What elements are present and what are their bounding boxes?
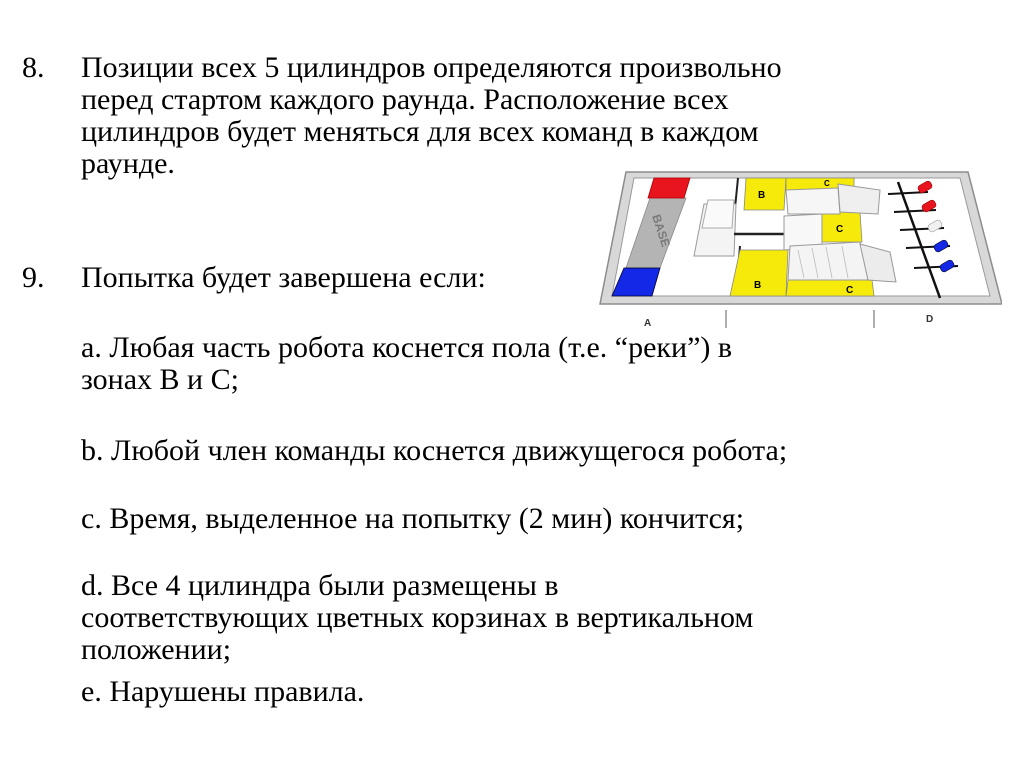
item-8-line-1: Позиции всех 5 цилиндров определяются произвольно: [81, 51, 782, 84]
item-9b: b. Любой член команды коснется движущегося робота;: [81, 434, 788, 467]
item-8-number: 8.: [22, 51, 45, 84]
item-9d-line-1: d. Все 4 цилиндра были размещены в: [81, 569, 559, 602]
item-9a: [81, 332, 732, 396]
item-9c: c. Время, выделенное на попытку (2 мин) кончится;: [81, 502, 745, 535]
item-8-line-3: цилиндров будет меняться для всех команд в каждом: [81, 115, 759, 148]
base-label: BASE: [649, 212, 673, 249]
item-9d: [81, 570, 753, 666]
zone-c-middle-label: C: [836, 224, 844, 235]
zone-a-label: A: [644, 318, 652, 329]
bridge-top: [786, 188, 840, 214]
item-9-number: 9.: [22, 261, 45, 294]
item-9-intro: Попытка будет завершена если:: [81, 261, 486, 294]
red-start-square: [648, 178, 690, 198]
zone-c-bottom-label: C: [846, 285, 854, 296]
item-9e: e. Нарушены правила.: [81, 675, 365, 708]
ramp-left-box: [702, 200, 734, 228]
zone-c-bottom: [786, 280, 874, 296]
zone-c-top-label: C: [824, 179, 830, 188]
item-8-line-4: раунде.: [81, 147, 175, 180]
zone-d-label: D: [926, 314, 934, 325]
field-diagram: [598, 168, 1002, 330]
zone-b-top-label: B: [758, 190, 766, 201]
item-8-text: [81, 52, 782, 180]
item-9d-line-3: положении;: [81, 633, 232, 666]
item-9a-line-2: зонах B и C;: [81, 363, 239, 396]
item-8-line-2: перед стартом каждого раунда. Расположение всех: [81, 83, 729, 116]
item-9d-line-2: соответствующих цветных корзинах в вертикальном: [81, 601, 754, 634]
item-9a-line-1: a. Любая часть робота коснется пола (т.е. “реки”) в: [81, 331, 733, 364]
zone-b-bottom-label: B: [754, 280, 762, 291]
